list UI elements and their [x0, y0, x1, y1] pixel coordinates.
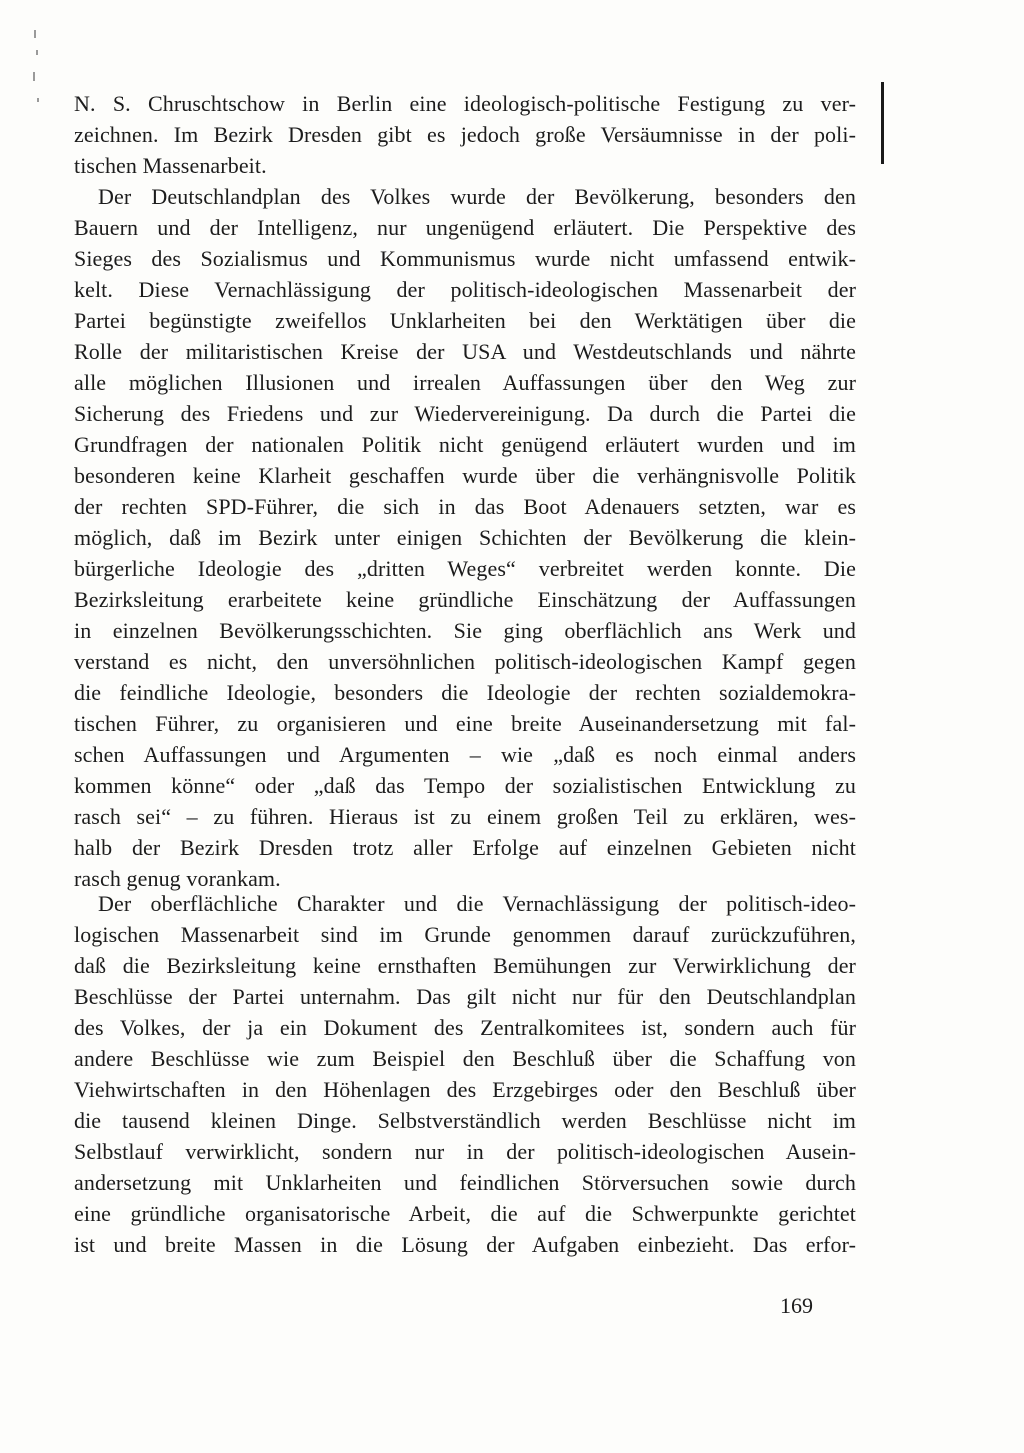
text-line: kelt. Diese Vernachlässigung der politisch-ideologischen Massenarbeit der: [74, 277, 856, 302]
text-line: Bezirksleitung erarbeitete keine gründliche Einschätzung der Auffassungen: [74, 587, 856, 612]
page-number: 169: [780, 1293, 813, 1318]
paragraph-3: [74, 888, 856, 1260]
text-line: tischen Führer, zu organisieren und eine breite Auseinandersetzung mit fal-: [74, 711, 856, 736]
text-line: rasch sei“ – zu führen. Hieraus ist zu einem großen Teil zu erklären, wes-: [74, 804, 856, 829]
text-line: Sieges des Sozialismus und Kommunismus wurde nicht umfassend entwik-: [74, 246, 856, 271]
text-line: die feindliche Ideologie, besonders die Ideologie der rechten sozialdemokra-: [74, 680, 856, 705]
text-line: möglich, daß im Bezirk unter einigen Schichten der Bevölkerung die klein-: [74, 525, 856, 550]
text-line: eine gründliche organisatorische Arbeit, die auf die Schwerpunkte gerichtet: [74, 1201, 856, 1226]
text-line: Selbstlauf verwirklicht, sondern nur in der politisch-ideologischen Ausein-: [74, 1139, 856, 1164]
text-line: daß die Bezirksleitung keine ernsthaften Bemühungen zur Verwirklichung der: [74, 953, 856, 978]
text-line: alle möglichen Illusionen und irrealen Auffassungen über den Weg zur: [74, 370, 856, 395]
text-line: andersetzung mit Unklarheiten und feindlichen Störversuchen sowie durch: [74, 1170, 856, 1195]
text-line: Der Deutschlandplan des Volkes wurde der Bevölkerung, besonders den: [98, 184, 856, 209]
paragraph-1: [74, 88, 856, 181]
text-line: verstand es nicht, den unversöhnlichen politisch-ideologischen Kampf gegen: [74, 649, 856, 674]
text-line: besonderen keine Klarheit geschaffen wurde über die verhängnisvolle Politik: [74, 463, 856, 488]
text-line: tischen Massenarbeit.: [74, 153, 267, 178]
text-line: die tausend kleinen Dinge. Selbstverständlich werden Beschlüsse nicht im: [74, 1108, 856, 1133]
text-line: in einzelnen Bevölkerungsschichten. Sie ging oberflächlich ans Werk und: [74, 618, 856, 643]
text-line: Sicherung des Friedens und zur Wiedervereinigung. Da durch die Partei die: [74, 401, 856, 426]
text-line: kommen könne“ oder „daß das Tempo der sozialistischen Entwicklung zu: [74, 773, 856, 798]
text-line: Rolle der militaristischen Kreise der USA und Westdeutschlands und nährte: [74, 339, 856, 364]
text-line: logischen Massenarbeit sind im Grunde genommen darauf zurückzuführen,: [74, 922, 856, 947]
text-line: zeichnen. Im Bezirk Dresden gibt es jedoch große Versäumnisse in der poli-: [74, 122, 856, 147]
text-line: Viehwirtschaften in den Höhenlagen des Erzgebirges oder den Beschluß über: [74, 1077, 856, 1102]
text-line: Bauern und der Intelligenz, nur ungenügend erläutert. Die Perspektive des: [74, 215, 856, 240]
text-line: schen Auffassungen und Argumenten – wie „daß es noch einmal anders: [74, 742, 856, 767]
text-line: Partei begünstigte zweifellos Unklarheiten bei den Werktätigen über die: [74, 308, 856, 333]
text-line: halb der Bezirk Dresden trotz aller Erfolge auf einzelnen Gebieten nicht: [74, 835, 856, 860]
text-line: rasch genug vorankam.: [74, 866, 281, 891]
margin-line-mark: [881, 82, 884, 164]
paragraph-2: [74, 181, 856, 894]
text-line: des Volkes, der ja ein Dokument des Zentralkomitees ist, sondern auch für: [74, 1015, 856, 1040]
text-line: Der oberflächliche Charakter und die Vernachlässigung der politisch-ideo-: [98, 891, 856, 916]
scan-edge-specks: [30, 20, 44, 130]
text-line: N. S. Chruschtschow in Berlin eine ideologisch-politische Festigung zu ver-: [74, 91, 856, 116]
text-line: ist und breite Massen in die Lösung der Aufgaben einbezieht. Das erfor-: [74, 1232, 856, 1257]
text-line: andere Beschlüsse wie zum Beispiel den Beschluß über die Schaffung von: [74, 1046, 856, 1071]
text-line: bürgerliche Ideologie des „dritten Weges“ verbreitet werden konnte. Die: [74, 556, 856, 581]
text-line: Grundfragen der nationalen Politik nicht genügend erläutert wurden und im: [74, 432, 856, 457]
text-line: der rechten SPD-Führer, die sich in das Boot Adenauers setzten, war es: [74, 494, 856, 519]
text-line: Beschlüsse der Partei unternahm. Das gilt nicht nur für den Deutschlandplan: [74, 984, 856, 1009]
